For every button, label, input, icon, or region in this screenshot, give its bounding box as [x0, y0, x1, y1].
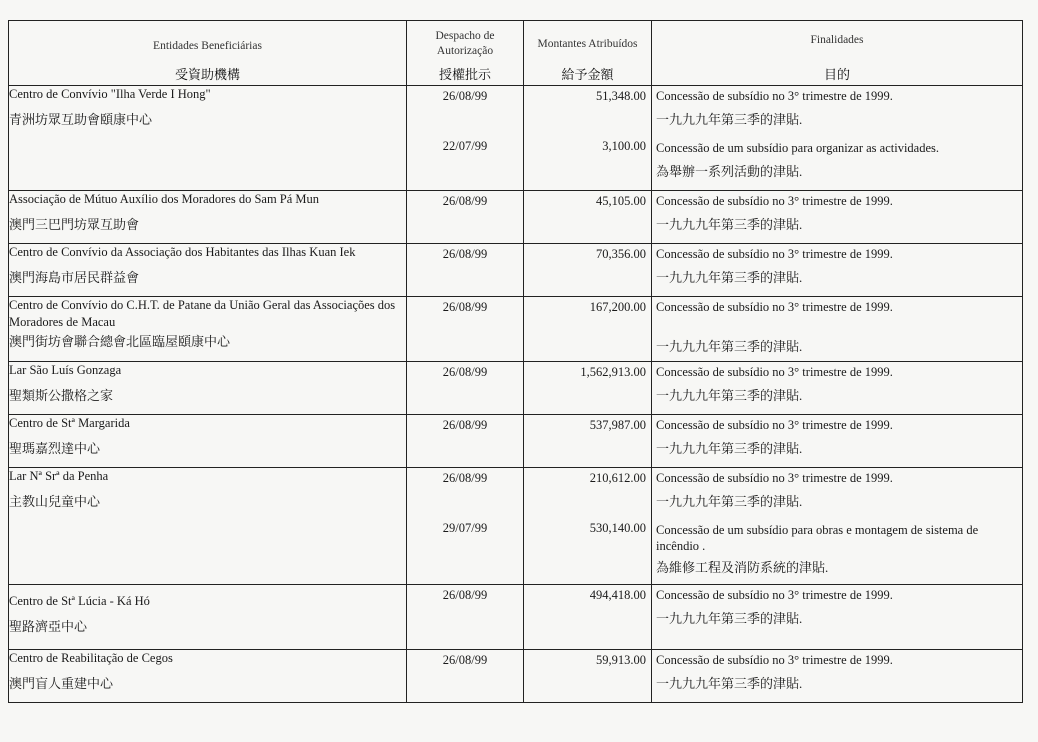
grant-amount: 167,200.00 — [589, 300, 646, 314]
entity-name-pt: Centro de Stª Margarida — [9, 416, 130, 430]
entity-cell — [9, 650, 407, 703]
grant-purpose-pt: Concessão de subsídio no 3° trimestre de 1999. — [656, 89, 893, 103]
entity-name-pt: Lar São Luís Gonzaga — [9, 363, 122, 377]
entity-name-pt: Centro de Reabilitação de Cegos — [9, 651, 173, 665]
date-cell — [407, 297, 524, 362]
header-montantes-pt: Montantes Atribuídos — [537, 38, 638, 50]
amount-cell — [524, 244, 652, 297]
grant-date: 26/08/99 — [442, 247, 488, 261]
grant-purpose-cn: 為舉辦一系列活動的津貼. — [656, 164, 803, 179]
grant-purpose-pt: Concessão de subsídio no 3° trimestre de 1999. — [656, 653, 893, 667]
purpose-cell — [652, 650, 1023, 703]
entity-cell — [9, 297, 407, 362]
purpose-cell — [652, 191, 1023, 244]
header-entities — [9, 21, 407, 86]
grant-purpose-cn: 一九九九年第三季的津貼. — [656, 611, 803, 626]
header-finalidades-pt: Finalidades — [810, 34, 864, 46]
date-cell — [407, 244, 524, 297]
grant-amount: 59,913.00 — [596, 653, 646, 667]
amount-cell — [524, 86, 652, 191]
grant-purpose-cn: 為維修工程及消防系統的津貼. — [656, 560, 829, 575]
entity-name-pt: Centro de Stª Lúcia - Ká Hó — [9, 594, 150, 608]
entity-name-cn: 聖路濟亞中心 — [9, 619, 88, 634]
amount-cell — [524, 362, 652, 415]
amount-cell — [524, 585, 652, 650]
header-entities-pt: Entidades Beneficiárias — [153, 40, 262, 52]
header-despacho-cn: 授權批示 — [438, 67, 491, 82]
grant-purpose-pt: Concessão de um subsídio para obras e montagem de sistema de incêndio . — [656, 523, 979, 553]
entity-cell — [9, 86, 407, 191]
date-cell — [407, 415, 524, 468]
date-cell — [407, 86, 524, 191]
entity-name-cn: 澳門街坊會聯合總會北區臨屋頤康中心 — [9, 334, 231, 349]
grant-date: 26/08/99 — [442, 653, 488, 667]
header-entities-cn: 受資助機構 — [174, 67, 240, 82]
table-row — [9, 650, 1023, 703]
amount-cell — [524, 650, 652, 703]
purpose-cell — [652, 297, 1023, 362]
grant-purpose-cn: 一九九九年第三季的津貼. — [656, 388, 803, 403]
grant-date: 29/07/99 — [442, 521, 488, 535]
purpose-cell — [652, 86, 1023, 191]
grant-purpose-pt: Concessão de subsídio no 3° trimestre de 1999. — [656, 194, 893, 208]
header-montantes-cn: 給予金額 — [561, 67, 614, 82]
grant-purpose-cn: 一九九九年第三季的津貼. — [656, 339, 803, 354]
entity-name-pt: Centro de Convívio "Ilha Verde I Hong" — [9, 87, 211, 101]
header-finalidades-cn: 目的 — [823, 67, 850, 82]
date-cell — [407, 362, 524, 415]
grant-date: 26/08/99 — [442, 89, 488, 103]
grant-purpose-pt: Concessão de um subsídio para organizar as actividades. — [656, 141, 940, 155]
entity-name-pt: Lar Nª Srª da Penha — [9, 469, 109, 483]
grant-purpose-cn: 一九九九年第三季的津貼. — [656, 676, 803, 691]
purpose-cell — [652, 468, 1023, 585]
entity-name-cn: 澳門盲人重建中心 — [9, 676, 114, 691]
header-montantes — [524, 21, 652, 86]
entity-name-pt: Associação de Mútuo Auxílio dos Moradores do Sam Pá Mun — [9, 192, 320, 206]
grant-date: 22/07/99 — [442, 139, 488, 153]
entity-name-cn: 主教山兒童中心 — [9, 494, 101, 509]
subsidy-table — [8, 20, 1023, 703]
amount-cell — [524, 191, 652, 244]
table-row — [9, 468, 1023, 585]
grant-purpose-cn: 一九九九年第三季的津貼. — [656, 270, 803, 285]
subsidy-table-page — [8, 20, 1022, 732]
grant-purpose-pt: Concessão de subsídio no 3° trimestre de 1999. — [656, 365, 893, 379]
date-cell — [407, 191, 524, 244]
grant-date: 26/08/99 — [442, 365, 488, 379]
grant-purpose-cn: 一九九九年第三季的津貼. — [656, 494, 803, 509]
header-despacho — [407, 21, 524, 86]
grant-date: 26/08/99 — [442, 194, 488, 208]
entity-cell — [9, 244, 407, 297]
purpose-cell — [652, 585, 1023, 650]
grant-amount: 45,105.00 — [596, 194, 646, 208]
grant-purpose-pt: Concessão de subsídio no 3° trimestre de 1999. — [656, 247, 893, 261]
purpose-cell — [652, 415, 1023, 468]
entity-name-cn: 澳門三巴門坊眾互助會 — [9, 217, 140, 232]
grant-date: 26/08/99 — [442, 300, 488, 314]
amount-cell — [524, 297, 652, 362]
entity-name-cn: 聖類斯公撒格之家 — [9, 388, 114, 403]
entity-name-cn: 聖瑪嘉烈達中心 — [9, 441, 101, 456]
entity-cell — [9, 415, 407, 468]
entity-cell — [9, 468, 407, 585]
table-row — [9, 362, 1023, 415]
entity-name-cn: 青洲坊眾互助會頤康中心 — [9, 112, 153, 127]
amount-cell — [524, 468, 652, 585]
grant-purpose-cn: 一九九九年第三季的津貼. — [656, 441, 803, 456]
date-cell — [407, 585, 524, 650]
grant-purpose-pt: Concessão de subsídio no 3° trimestre de 1999. — [656, 418, 893, 432]
header-finalidades — [652, 21, 1023, 86]
entity-name-cn: 澳門海島市居民群益會 — [9, 270, 140, 285]
entity-name-pt: Centro de Convívio da Associação dos Habitantes das Ilhas Kuan Iek — [9, 245, 356, 259]
grant-amount: 494,418.00 — [589, 588, 646, 602]
table-row — [9, 297, 1023, 362]
grant-purpose-pt: Concessão de subsídio no 3° trimestre de 1999. — [656, 300, 893, 314]
table-row — [9, 244, 1023, 297]
grant-purpose-pt: Concessão de subsídio no 3° trimestre de 1999. — [656, 588, 893, 602]
grant-amount: 1,562,913.00 — [580, 365, 646, 379]
grant-amount: 537,987.00 — [589, 418, 646, 432]
grant-date: 26/08/99 — [442, 588, 488, 602]
grant-purpose-cn: 一九九九年第三季的津貼. — [656, 112, 803, 127]
entity-cell — [9, 585, 407, 650]
grant-date: 26/08/99 — [442, 418, 488, 432]
date-cell — [407, 468, 524, 585]
header-despacho-pt: Despacho de Autorização — [435, 30, 495, 57]
purpose-cell — [652, 362, 1023, 415]
grant-amount: 210,612.00 — [589, 471, 646, 485]
table-row — [9, 191, 1023, 244]
grant-date: 26/08/99 — [442, 471, 488, 485]
table-header — [9, 21, 1023, 86]
entity-cell — [9, 362, 407, 415]
entity-cell — [9, 191, 407, 244]
amount-cell — [524, 415, 652, 468]
table-row — [9, 86, 1023, 191]
purpose-cell — [652, 244, 1023, 297]
grant-amount: 530,140.00 — [589, 521, 646, 535]
table-row — [9, 585, 1023, 650]
grant-purpose-pt: Concessão de subsídio no 3° trimestre de 1999. — [656, 471, 893, 485]
table-row — [9, 415, 1023, 468]
grant-amount: 51,348.00 — [596, 89, 646, 103]
grant-purpose-cn: 一九九九年第三季的津貼. — [656, 217, 803, 232]
date-cell — [407, 650, 524, 703]
entity-name-pt: Centro de Convívio do C.H.T. de Patane da União Geral das Associações dos Moradores de Macau — [9, 298, 396, 329]
grant-amount: 3,100.00 — [602, 139, 646, 153]
grant-amount: 70,356.00 — [596, 247, 646, 261]
